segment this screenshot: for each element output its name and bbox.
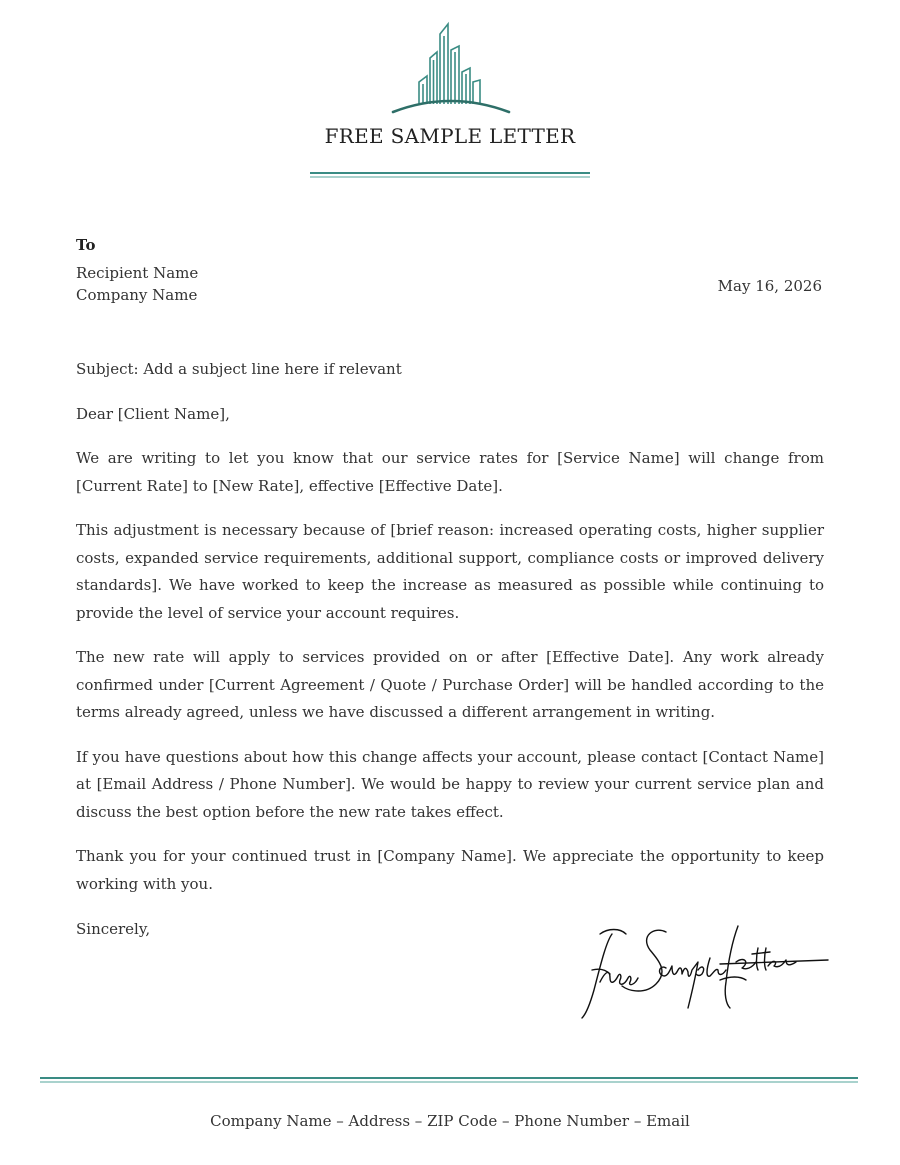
recipient-company: Company Name [76, 286, 198, 304]
closing: Sincerely, [76, 920, 151, 938]
greeting: Dear [Client Name], [76, 404, 230, 423]
recipient-block [76, 262, 198, 306]
body-paragraph: If you have questions about how this change affects your account, please contact [Contact Name] at [Email Address / Phone Number]. We would be happy to review your current service plan and discuss the best option before the new rate takes effect. [76, 747, 824, 821]
body-paragraph: Thank you for your continued trust in [Company Name]. We appreciate the opportunity to keep working with you. [76, 847, 824, 893]
header-divider [310, 172, 590, 178]
recipient-name: Recipient Name [76, 264, 199, 282]
city-skyline-icon [385, 20, 515, 116]
letter-date: May 16, 2026 [717, 277, 822, 295]
body-paragraph: We are writing to let you know that our service rates for [Service Name] will change from [Current Rate] to [New Rate], effective [Effective Date]. [76, 449, 824, 495]
footer-divider [40, 1077, 858, 1083]
body-paragraph: This adjustment is necessary because of [brief reason: increased operating costs, higher supplier costs, expanded service requirements, additional support, compliance costs or improved delivery standards]. We have worked to keep the increase as measured as possible while continuing to provide the level of service your account requires. [76, 521, 824, 622]
handwritten-signature [570, 912, 832, 1024]
footer-contact: Company Name – Address – ZIP Code – Phone Number – Email [210, 1112, 690, 1130]
subject-line: Subject: Add a subject line here if relevant [76, 360, 402, 378]
body-paragraph: The new rate will apply to services provided on or after [Effective Date]. Any work already confirmed under [Current Agreement / Quote / Purchase Order] will be handled according to the terms already agreed, unless we have discussed a different arrangement in writing. [76, 648, 824, 721]
to-label: To [76, 236, 96, 254]
letter-body [76, 356, 824, 915]
brand-name: FREE SAMPLE LETTER [324, 124, 576, 148]
